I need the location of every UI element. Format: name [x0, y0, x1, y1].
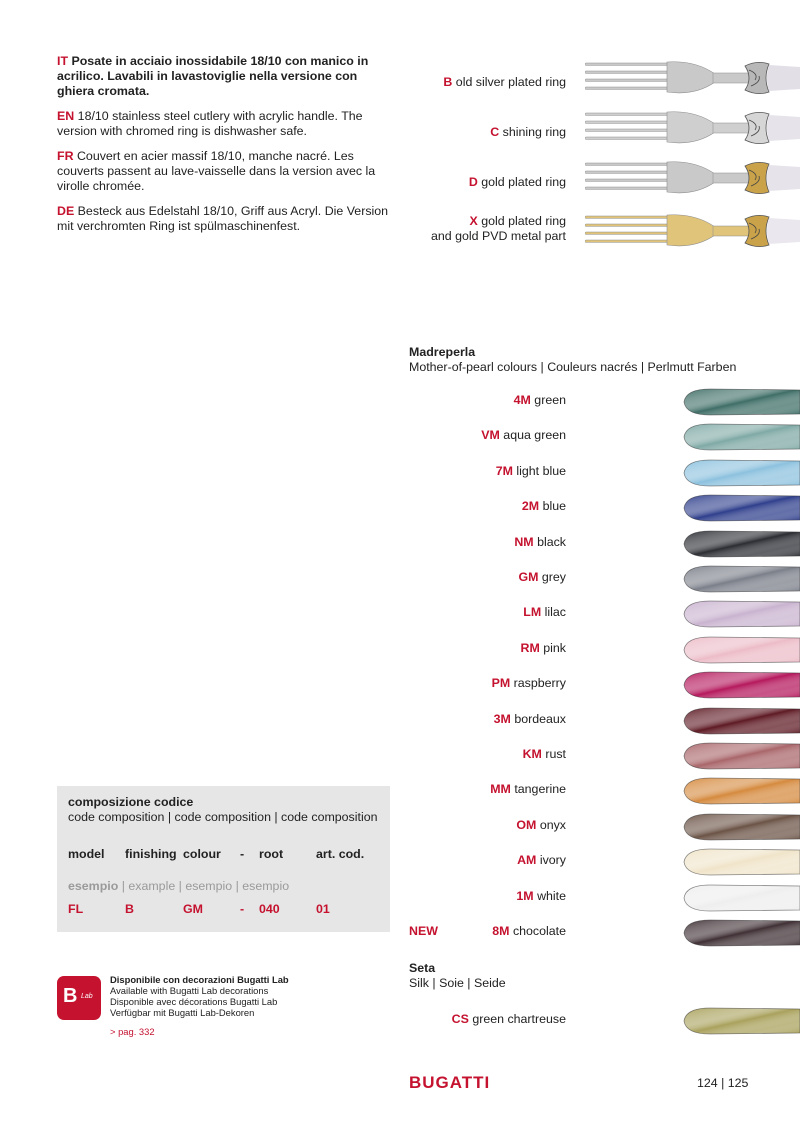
color-label — [523, 605, 566, 619]
language-code: EN — [57, 109, 75, 123]
color-code: 1M — [516, 888, 534, 903]
color-row-lm — [400, 597, 800, 631]
color-code: VM — [481, 428, 500, 443]
code-example-value: 040 — [259, 902, 280, 916]
handle-swatch-rm — [680, 633, 800, 667]
finishing-label-d — [469, 175, 566, 190]
intro-paragraph-de — [57, 204, 397, 234]
color-row-3m — [400, 704, 800, 738]
color-name: black — [537, 534, 566, 549]
color-label — [496, 464, 566, 478]
paragraph-text: 18/10 stainless steel cutlery with acrylic handle. The version with chromed ring is dishwasher safe. — [57, 109, 363, 138]
color-label — [516, 818, 566, 832]
color-label — [517, 853, 566, 867]
handle-swatch-8m — [680, 916, 800, 950]
color-code: 4M — [513, 393, 531, 407]
finishing-name: shining ring — [502, 125, 566, 139]
color-code: AM — [517, 853, 537, 868]
color-label — [516, 889, 566, 903]
lab-line-de: Verfügbar mit Bugatti Lab-Dekoren — [110, 1007, 255, 1018]
color-row-7m — [400, 456, 800, 490]
fork-x-image — [585, 209, 800, 253]
paragraph-text: Posate in acciaio inossidabile 18/10 con manico in acrilico. Lavabili in lavastoviglie nella versione con ghiera cromata. — [57, 54, 369, 98]
language-code: DE — [57, 204, 75, 218]
color-name: pink — [543, 640, 566, 655]
handle-swatch-1m — [680, 881, 800, 915]
handle-swatch-pm — [680, 668, 800, 702]
color-code: 2M — [521, 499, 540, 514]
color-label — [492, 676, 566, 690]
fork-c-image — [585, 106, 800, 150]
color-name: ivory — [539, 853, 566, 868]
color-name: grey — [541, 570, 566, 584]
color-row-am — [400, 845, 800, 879]
language-code: FR — [57, 149, 74, 163]
color-row-1m — [400, 881, 800, 915]
color-row-rm — [400, 633, 800, 667]
color-name: light blue — [516, 463, 566, 478]
code-example-value: - — [240, 902, 245, 916]
seta-subtitle: Silk | Soie | Seide — [409, 976, 506, 990]
intro-text — [57, 54, 397, 244]
example-label — [68, 879, 289, 893]
madreperla-subtitle: Mother-of-pearl colours | Couleurs nacrés | Perlmutt Farben — [409, 360, 737, 374]
color-row-8m — [400, 916, 800, 950]
color-row-gm — [400, 562, 800, 596]
color-label — [518, 570, 566, 584]
handle-swatch-3m — [680, 704, 800, 738]
color-name: bordeaux — [514, 711, 566, 726]
color-label — [514, 393, 566, 407]
color-name: tangerine — [514, 782, 566, 797]
color-row-pm — [400, 668, 800, 702]
code-composition-box — [57, 786, 390, 932]
finishing-name: gold plated ring — [481, 214, 566, 228]
example-label-rest: | example | esempio | esempio — [118, 879, 290, 893]
finishing-label-b — [443, 75, 566, 90]
language-code: IT — [57, 54, 69, 68]
color-name: green — [534, 393, 566, 407]
lab-title: Disponibile con decorazioni Bugatti Lab — [110, 974, 289, 985]
code-header: colour — [183, 847, 221, 861]
handle-swatch-2m — [680, 491, 800, 525]
color-name: white — [537, 888, 566, 903]
color-label — [523, 747, 566, 761]
color-code: PM — [491, 676, 511, 691]
color-code: NM — [514, 534, 534, 549]
color-label — [521, 641, 566, 655]
example-label-bold: esempio — [68, 879, 119, 893]
fork-d-image — [585, 156, 800, 200]
lab-logo-sub: Lab — [81, 993, 93, 1000]
code-header: finishing — [125, 847, 177, 861]
handle-swatch-7m — [680, 456, 800, 490]
color-code: KM — [522, 747, 542, 761]
handle-swatch-km — [680, 739, 800, 773]
madreperla-title: Madreperla — [409, 345, 476, 359]
handle-swatch-am — [680, 845, 800, 879]
color-code: CS — [451, 1012, 469, 1026]
color-row-om — [400, 810, 800, 844]
seta-heading — [409, 961, 506, 991]
color-row-km — [400, 739, 800, 773]
intro-paragraph-en — [57, 109, 397, 139]
finishing-code: C — [490, 125, 500, 139]
finishing-code: X — [469, 214, 478, 228]
lab-line-fr: Disponible avec décorations Bugatti Lab — [110, 996, 278, 1007]
handle-swatch-mm — [680, 774, 800, 808]
paragraph-text: Besteck aus Edelstahl 18/10, Griff aus Acryl. Die Version mit verchromten Ring ist spülmaschinenfest. — [57, 204, 389, 233]
fork-b-image — [585, 56, 800, 100]
lab-line-en: Available with Bugatti Lab decorations — [110, 985, 269, 996]
finishing-code: B — [443, 75, 453, 89]
handle-swatch-cs — [680, 1004, 800, 1038]
color-name: lilac — [544, 605, 566, 620]
color-label — [490, 782, 566, 796]
color-row-mm — [400, 774, 800, 808]
color-label — [492, 924, 566, 938]
color-name: chocolate — [512, 924, 566, 938]
color-name: aqua green — [503, 428, 566, 443]
color-row-nm — [400, 527, 800, 561]
color-code: 3M — [493, 711, 511, 726]
color-label — [494, 712, 566, 726]
color-name: rust — [545, 747, 566, 761]
handle-swatch-vm — [680, 420, 800, 454]
color-label — [522, 499, 566, 513]
lab-text — [110, 974, 289, 1018]
color-label — [481, 428, 566, 442]
code-header: - — [240, 847, 245, 861]
color-row-2m — [400, 491, 800, 525]
finishing-name-2: and gold PVD metal part — [431, 229, 566, 243]
finishing-name: gold plated ring — [481, 175, 566, 189]
lab-page-reference[interactable]: > pag. 332 — [110, 1026, 155, 1037]
finishing-code: D — [468, 175, 478, 189]
code-example-value: B — [125, 902, 134, 916]
finishing-label-c — [490, 125, 566, 140]
code-composition-title: composizione codice — [68, 795, 194, 809]
color-code: 8M — [492, 924, 510, 938]
handle-swatch-gm — [680, 562, 800, 596]
code-header: model — [68, 847, 105, 861]
color-name: raspberry — [513, 676, 566, 691]
color-code: LM — [523, 605, 542, 620]
color-code: GM — [518, 570, 539, 584]
code-header: root — [259, 847, 284, 861]
color-name: blue — [542, 499, 566, 514]
lab-logo-letter: B — [63, 985, 78, 1007]
code-composition-subtitle: code composition | code composition | code composition — [68, 810, 378, 824]
handle-swatch-lm — [680, 597, 800, 631]
color-code: RM — [520, 640, 540, 655]
color-name: green chartreuse — [472, 1012, 566, 1026]
color-row-4m — [400, 385, 800, 419]
bugatti-lab-logo — [57, 976, 101, 1020]
color-row-cs — [400, 1004, 800, 1038]
paragraph-text: Couvert en acier massif 18/10, manche nacré. Les couverts passent au lave-vaisselle dans la version avec la virolle chromée. — [57, 149, 376, 193]
handle-swatch-4m — [680, 385, 800, 419]
color-code: 7M — [495, 463, 513, 478]
code-example-value: 01 — [316, 902, 330, 916]
color-code: OM — [516, 817, 537, 832]
code-example-value: GM — [183, 902, 203, 916]
finishing-label-x — [431, 214, 566, 244]
handle-swatch-om — [680, 810, 800, 844]
brand-logo: BUGATTI — [409, 1073, 491, 1092]
page-numbers: 124 | 125 — [697, 1076, 749, 1090]
color-label — [452, 1012, 566, 1026]
color-row-vm — [400, 420, 800, 454]
intro-paragraph-it — [57, 54, 397, 99]
intro-paragraph-fr — [57, 149, 397, 194]
color-code: MM — [490, 782, 511, 797]
code-example-value: FL — [68, 902, 84, 916]
new-tag: NEW — [409, 924, 438, 938]
color-name: onyx — [539, 817, 566, 832]
seta-title: Seta — [409, 961, 436, 975]
code-header: art. cod. — [316, 847, 365, 861]
madreperla-heading — [409, 345, 736, 375]
color-label — [514, 535, 566, 549]
handle-swatch-nm — [680, 527, 800, 561]
finishing-name: old silver plated ring — [455, 75, 566, 89]
